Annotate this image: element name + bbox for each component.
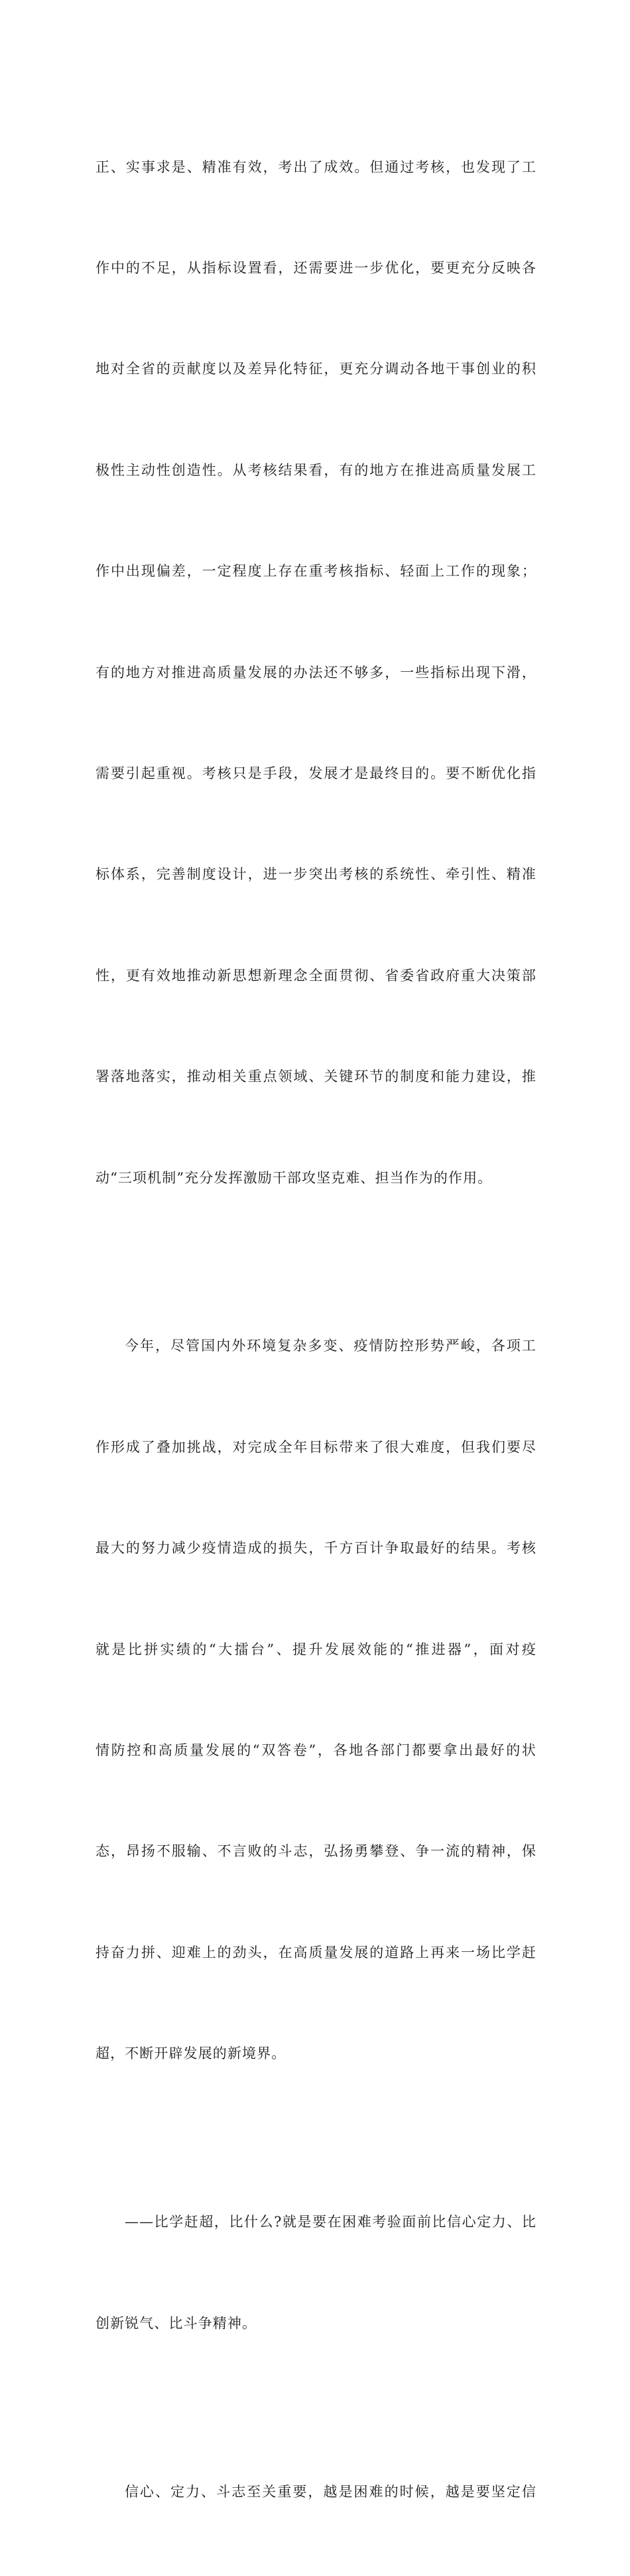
paragraph-3 [95, 2138, 536, 2408]
text-line: ——比学赶超，比什么?就是要在困难考验面前比信心定力、比 [125, 2214, 536, 2230]
text-line: 最大的努力减少疫情造成的损失，千方百计争取最好的结果。考核 [95, 1540, 536, 1557]
text-line: 署落地落实，推动相关重点领域、关键环节的制度和能力建设，推 [95, 1068, 536, 1085]
paragraph-4 [95, 2408, 536, 2576]
text-line: 创新锐气、比斗争精神。 [95, 2315, 257, 2331]
text-line: 态，昂扬不服输、不言败的斗志，弘扬勇攀登、争一流的精神，保 [95, 1843, 536, 1860]
document-body [95, 83, 536, 2576]
text-line: 作形成了叠加挑战，对完成全年目标带来了很大难度，但我们要尽 [95, 1439, 536, 1455]
text-line: 性，更有效地推动新思想新理念全面贯彻、省委省政府重大决策部 [95, 967, 536, 984]
text-line: 作中出现偏差，一定程度上存在重考核指标、轻面上工作的现象； [95, 563, 536, 580]
text-line: 有的地方对推进高质量发展的办法还不够多，一些指标出现下滑， [95, 664, 536, 680]
text-line: 信心、定力、斗志至关重要，越是困难的时候，越是要坚定信 [125, 2483, 536, 2500]
text-line: 地对全省的贡献度以及差异化特征，更充分调动各地干事创业的积 [95, 361, 536, 377]
text-line: 就是比拼实绩的“大擂台”、提升发展效能的“推进器”，面对疫 [95, 1641, 536, 1657]
text-line: 情防控和高质量发展的“双答卷”，各地各部门都要拿出最好的状 [95, 1742, 536, 1759]
paragraph-2 [95, 1262, 536, 2138]
text-line: 超，不断开辟发展的新境界。 [95, 2045, 286, 2062]
text-line: 动“三项机制”充分发挥激励干部攻坚克难、担当作为的作用。 [95, 1169, 493, 1186]
text-line: 极性主动性创造性。从考核结果看，有的地方在推进高质量发展工 [95, 462, 536, 478]
text-line: 正、实事求是、精准有效，考出了成效。但通过考核，也发现了工 [95, 159, 536, 175]
text-line: 需要引起重视。考核只是手段，发展才是最终目的。要不断优化指 [95, 765, 536, 781]
paragraph-1 [95, 83, 536, 1262]
text-line: 标体系，完善制度设计，进一步突出考核的系统性、牵引性、精准 [95, 866, 536, 883]
text-line: 今年，尽管国内外环境复杂多变、疫情防控形势严峻，各项工 [125, 1338, 536, 1354]
text-line: 持奋力拼、迎难上的劲头，在高质量发展的道路上再来一场比学赶 [95, 1944, 536, 1961]
text-line: 作中的不足，从指标设置看，还需要进一步优化，要更充分反映各 [95, 259, 536, 276]
